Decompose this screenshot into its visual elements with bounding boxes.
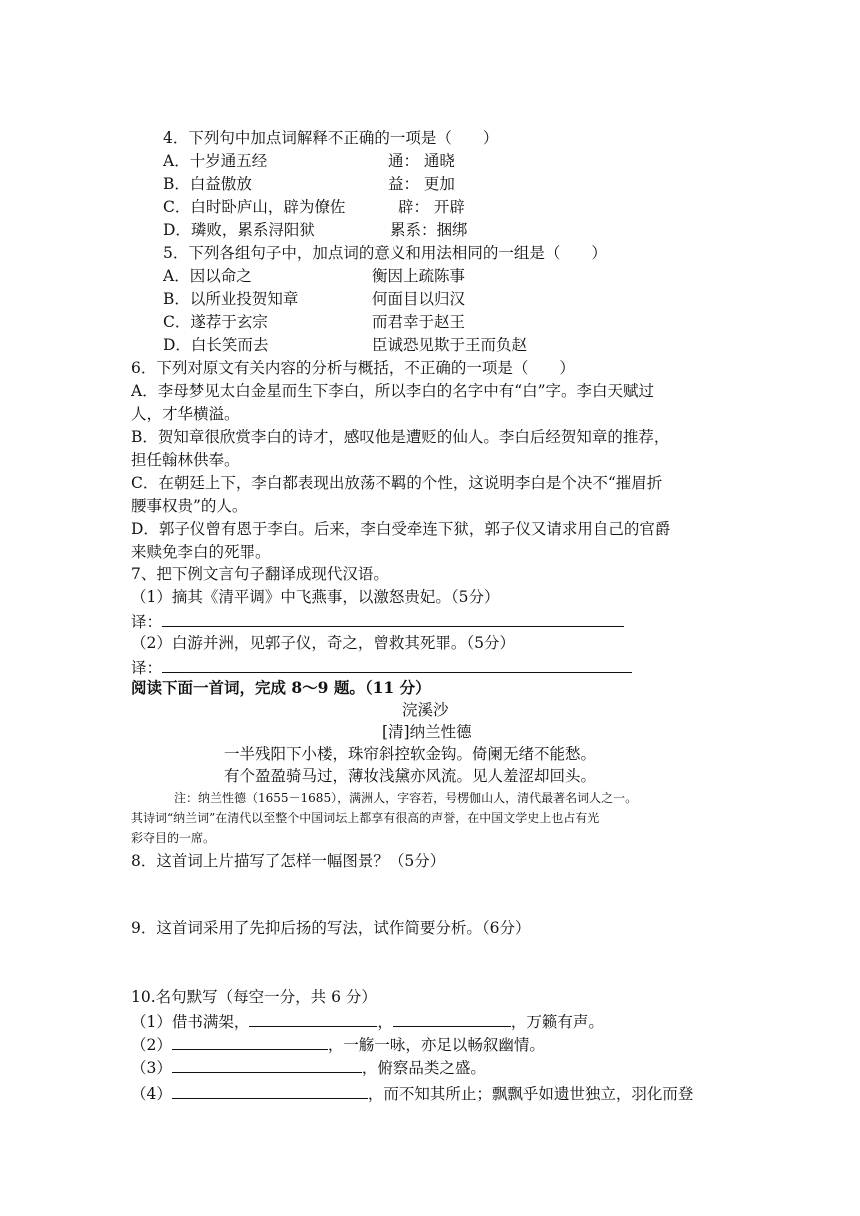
q10-blank-1b[interactable] <box>393 1009 511 1027</box>
q10-item-2-suffix: ，一觞一咏，亦足以畅叙幽情。 <box>327 1036 545 1054</box>
q10-blank-4[interactable] <box>172 1081 368 1099</box>
q7-yi-label-2: 译： <box>131 659 163 677</box>
q10-item-1-prefix: （1）借书满架， <box>131 1013 250 1031</box>
q10-item-3-prefix: （3） <box>131 1059 172 1077</box>
poem-note: 其诗词“纳兰词”在清代以至整个中国词坛上都享有很高的声誉，在中国文学史上也占有光 <box>131 811 600 825</box>
poem-author: [清]纳兰性德 <box>382 723 472 741</box>
q7-sentence-1: （1）摘其《清平调》中飞燕事，以激怒贵妃。（5分） <box>131 588 500 606</box>
q4-stem: 4．下列句中加点词解释不正确的一项是（ ） <box>163 129 499 147</box>
q8-stem: 8．这首词上片描写了怎样一幅图景？（5分） <box>131 852 446 870</box>
q6-line: B．贺知章很欣赏李白的诗才，感叹他是遭贬的仙人。李白后经贺知章的推荐， <box>131 428 670 446</box>
poem-note: 彩夺目的一席。 <box>131 831 216 845</box>
q4-option-d: D．璘败，累系浔阳狱 <box>163 221 315 239</box>
q5-stem: 5．下列各组句子中，加点词的意义和用法相同的一组是（ ） <box>163 244 607 262</box>
q5-option-b-pair: 何面目以归汉 <box>372 290 466 308</box>
q5-option-b: B．以所业投贺知章 <box>163 290 299 308</box>
q10-blank-3[interactable] <box>172 1055 362 1073</box>
q4-option-c: C．白时卧庐山，辟为僚佐 <box>163 198 346 216</box>
q6-line: C．在朝廷上下，李白都表现出放荡不羁的个性，这说明李白是个决不“摧眉折 <box>131 474 663 492</box>
q7-answer-line-2 <box>131 655 632 679</box>
q9-stem: 9．这首词采用了先抑后扬的写法，试作简要分析。（6分） <box>131 919 531 937</box>
q6-line: 来赎免李白的死罪。 <box>131 543 271 561</box>
q10-item-1-suffix: ，万籁有声。 <box>510 1013 604 1031</box>
q7-stem: 7、把下例文言句子翻译成现代汉语。 <box>131 565 389 583</box>
q10-item-1 <box>131 1009 604 1033</box>
q5-option-c: C．遂荐于玄宗 <box>163 313 268 331</box>
q7-answer-line-1 <box>131 609 624 633</box>
q10-item-3 <box>131 1055 486 1079</box>
q6-line: 担任翰林供奉。 <box>131 451 240 469</box>
q6-line: D．郭子仪曾有恩于李白。后来，李白受牵连下狱，郭子仪又请求用自己的官爵 <box>131 520 671 538</box>
q7-blank-1[interactable] <box>162 609 624 627</box>
q6-line: 腰事权贵”的人。 <box>131 497 248 515</box>
q4-option-a-gloss: 通： 通晓 <box>388 152 455 170</box>
q5-option-a-pair: 衡因上疏陈事 <box>372 267 466 285</box>
q5-option-c-pair: 而君幸于赵王 <box>372 313 466 331</box>
poem-note: 注：纳兰性德（1655－1685），满洲人，字容若，号楞伽山人，清代最著名词人之一。 <box>174 791 638 805</box>
q10-item-2-prefix: （2） <box>131 1036 172 1054</box>
q4-option-b-gloss: 益： 更加 <box>388 175 455 193</box>
q5-option-d: D．白长笑而去 <box>163 336 269 354</box>
q6-line: A．李母梦见太白金星而生下李白，所以李白的名字中有“白”字。李白天赋过 <box>131 382 655 400</box>
poem-title: 浣溪沙 <box>402 701 449 719</box>
poem-line-2: 有个盈盈骑马过，薄妆浅黛亦风流。见人羞涩却回头。 <box>224 767 597 785</box>
poem-intro: 阅读下面一首词，完成 8～9 题。（11 分） <box>131 678 431 697</box>
q7-yi-label-1: 译： <box>131 613 163 631</box>
q4-option-d-gloss: 累系：捆绑 <box>390 221 468 239</box>
q7-sentence-2: （2）白游并洲，见郭子仪，奇之，曾救其死罪。（5分） <box>131 634 515 652</box>
q5-option-a: A．因以命之 <box>163 267 252 285</box>
q10-item-4-prefix: （4） <box>131 1085 172 1103</box>
q7-blank-2[interactable] <box>162 655 632 673</box>
q10-blank-1a[interactable] <box>249 1009 377 1027</box>
q10-item-4 <box>131 1081 693 1105</box>
q4-option-c-gloss: 辟： 开辟 <box>398 198 465 216</box>
q10-item-3-suffix: ，俯察品类之盛。 <box>361 1059 486 1077</box>
q4-option-a: A．十岁通五经 <box>163 152 268 170</box>
q6-stem: 6．下列对原文有关内容的分析与概括，不正确的一项是（ ） <box>131 359 575 377</box>
q10-item-2 <box>131 1032 545 1056</box>
q5-option-d-pair: 臣诚恐见欺于王而负赵 <box>372 336 528 354</box>
q10-blank-2[interactable] <box>172 1032 328 1050</box>
q10-item-1-sep: ， <box>377 1013 393 1031</box>
q6-line: 人，才华横溢。 <box>131 405 240 423</box>
poem-line-1: 一半残阳下小楼，珠帘斜控软金钩。倚阑无绪不能愁。 <box>224 745 597 763</box>
q10-item-4-suffix: ，而不知其所止；飘飘乎如遗世独立，羽化而登 <box>367 1085 694 1103</box>
q10-stem: 10.名句默写（每空一分，共 6 分） <box>131 988 377 1006</box>
q4-option-b: B．白益傲放 <box>163 175 252 193</box>
